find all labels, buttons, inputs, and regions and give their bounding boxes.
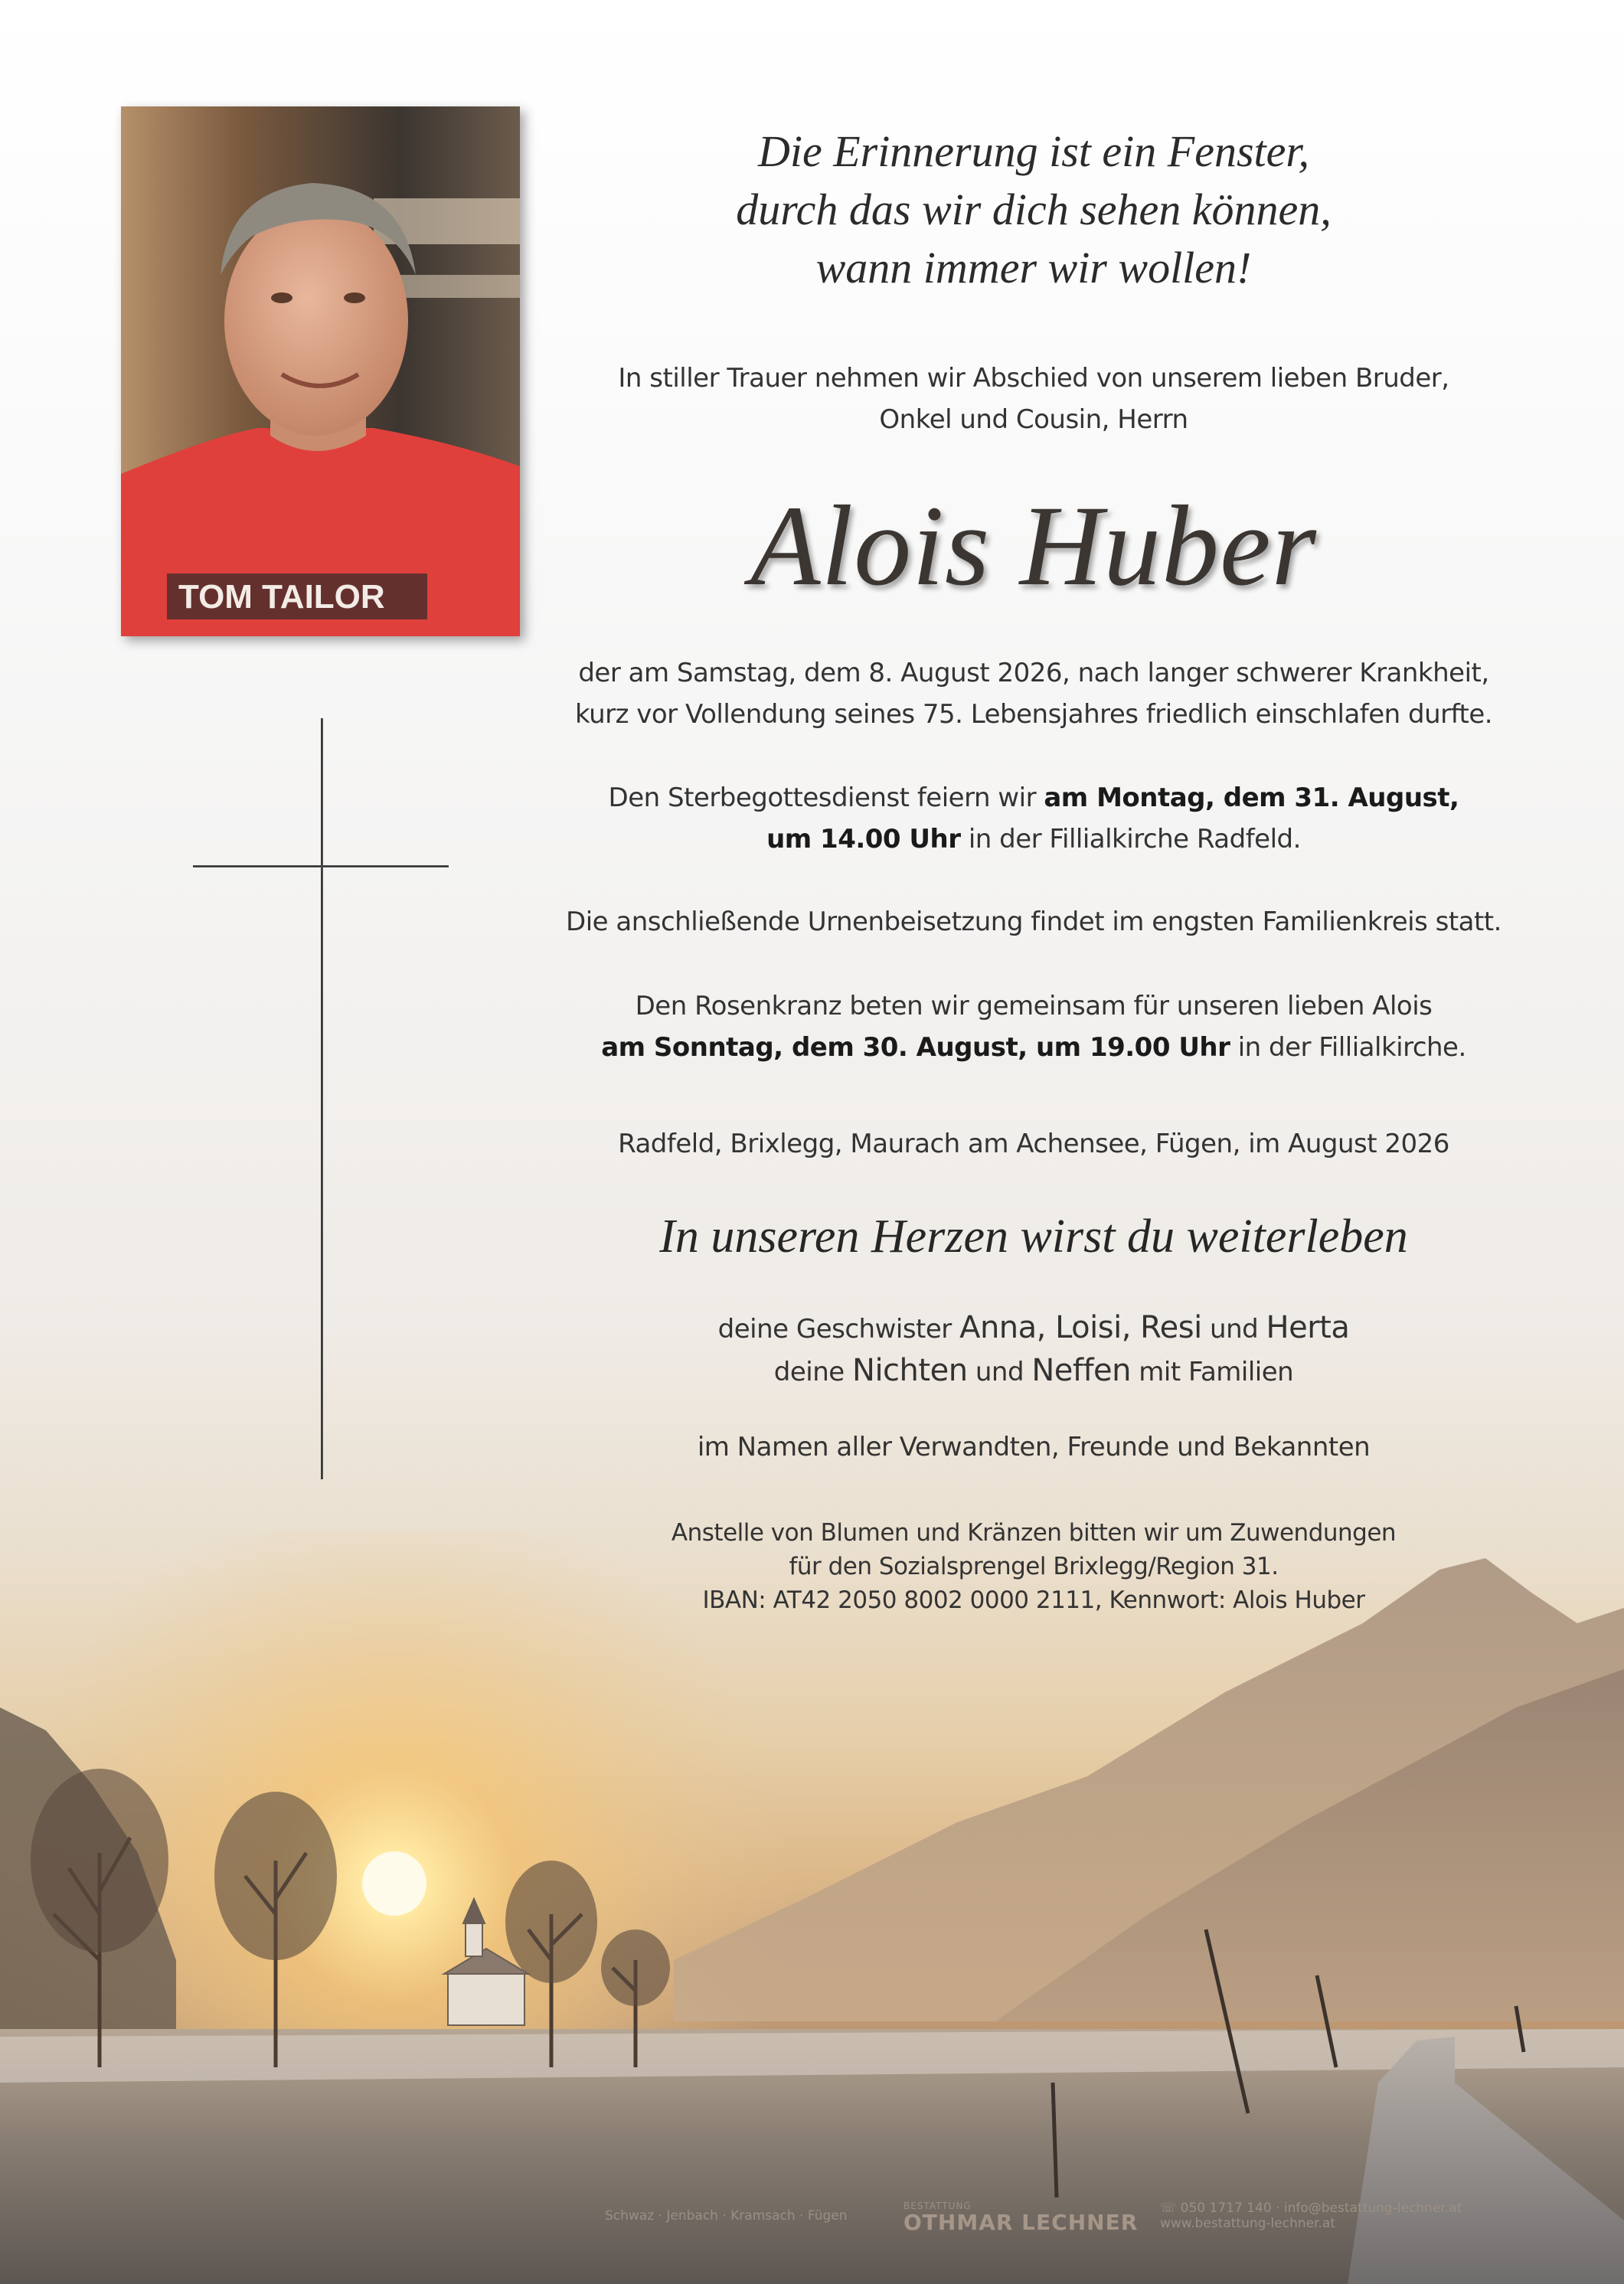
memorial-quote — [551, 123, 1516, 297]
mourners-your: deine — [773, 1357, 853, 1387]
quote-line-3: wann immer wir wollen! — [815, 243, 1252, 292]
death-line-2: kurz vor Vollendung seines 75. Lebensjahres friedlich einschlafen durfte. — [574, 699, 1493, 730]
mourners-and-2: und — [967, 1357, 1032, 1387]
mourners — [551, 1307, 1516, 1393]
with-families: mit Familien — [1131, 1357, 1294, 1387]
sibling-name-herta: Herta — [1266, 1310, 1350, 1345]
cross-horizontal-beam — [193, 865, 449, 868]
place-date — [551, 1123, 1516, 1165]
footer-company-label: BESTATTUNG — [903, 2201, 972, 2211]
quote-line-2: durch das wir dich sehen können, — [736, 185, 1332, 234]
deceased-name: Alois Huber — [750, 482, 1318, 609]
cross-vertical-beam — [321, 718, 323, 1479]
motto: In unseren Herzen wirst du weiterleben — [659, 1211, 1408, 1263]
landscape-background — [0, 1531, 1624, 2284]
donation-line-3: IBAN: AT42 2050 8002 0000 2111, Kennwort: Alois Huber — [702, 1586, 1365, 1614]
donation-info — [551, 1516, 1516, 1617]
rosary-date-time: am Sonntag, dem 30. August, um 19.00 Uhr — [601, 1032, 1230, 1063]
rosary-info — [551, 985, 1516, 1068]
intro-text — [551, 358, 1516, 440]
relatives-line — [551, 1426, 1516, 1468]
funeral-home-footer — [597, 2197, 1516, 2236]
intro-line-2: Onkel und Cousin, Herrn — [879, 404, 1188, 435]
portrait-image — [121, 106, 520, 636]
urn-burial-info — [551, 901, 1516, 943]
footer-phone-email: ☏ 050 1717 140 · info@bestattung-lechner.at — [1160, 2201, 1462, 2216]
nephews: Neffen — [1031, 1353, 1131, 1388]
mass-text: Den Sterbegottesdienst feiern wir — [608, 783, 1044, 813]
place-date-line: Radfeld, Brixlegg, Maurach am Achensee, Fügen, im August 2026 — [618, 1129, 1449, 1159]
footer-locations: Schwaz · Jenbach · Kramsach · Fügen — [605, 2208, 848, 2224]
shirt-print-text: TOM TAILOR — [178, 578, 385, 616]
death-line-1: der am Samstag, dem 8. August 2026, nach langer schwerer Krankheit, — [578, 658, 1489, 688]
funeral-mass-info — [551, 777, 1516, 860]
rosary-line-1: Den Rosenkranz beten wir gemeinsam für unseren lieben Alois — [635, 991, 1433, 1021]
footer-contact — [1160, 2201, 1462, 2231]
mass-time: um 14.00 Uhr — [766, 824, 961, 854]
portrait-photo — [121, 106, 520, 636]
footer-website[interactable]: www.bestattung-lechner.at — [1160, 2216, 1336, 2231]
donation-line-1: Anstelle von Blumen und Kränzen bitten wir um Zuwendungen — [671, 1519, 1397, 1547]
death-notice — [551, 652, 1516, 735]
quote-line-1: Die Erinnerung ist ein Fenster, — [757, 126, 1310, 176]
rosary-location: in der Fillialkirche. — [1230, 1032, 1466, 1063]
intro-line-1: In stiller Trauer nehmen wir Abschied von unserem lieben Bruder, — [618, 363, 1449, 394]
nieces: Nichten — [852, 1353, 968, 1388]
relatives-text: im Namen aller Verwandten, Freunde und Bekannten — [697, 1432, 1371, 1462]
urn-line: Die anschließende Urnenbeisetzung findet im engsten Familienkreis statt. — [566, 907, 1501, 937]
mourners-siblings-label: deine Geschwister — [717, 1314, 960, 1345]
footer-company-name: OTHMAR LECHNER — [903, 2210, 1139, 2235]
mourners-and: und — [1201, 1314, 1266, 1345]
donation-line-2: für den Sozialsprengel Brixlegg/Region 31. — [789, 1553, 1279, 1580]
mass-location: in der Fillialkirche Radfeld. — [960, 824, 1301, 854]
mass-date: am Montag, dem 31. August, — [1044, 783, 1459, 813]
siblings-names: Anna, Loisi, Resi — [959, 1310, 1202, 1345]
